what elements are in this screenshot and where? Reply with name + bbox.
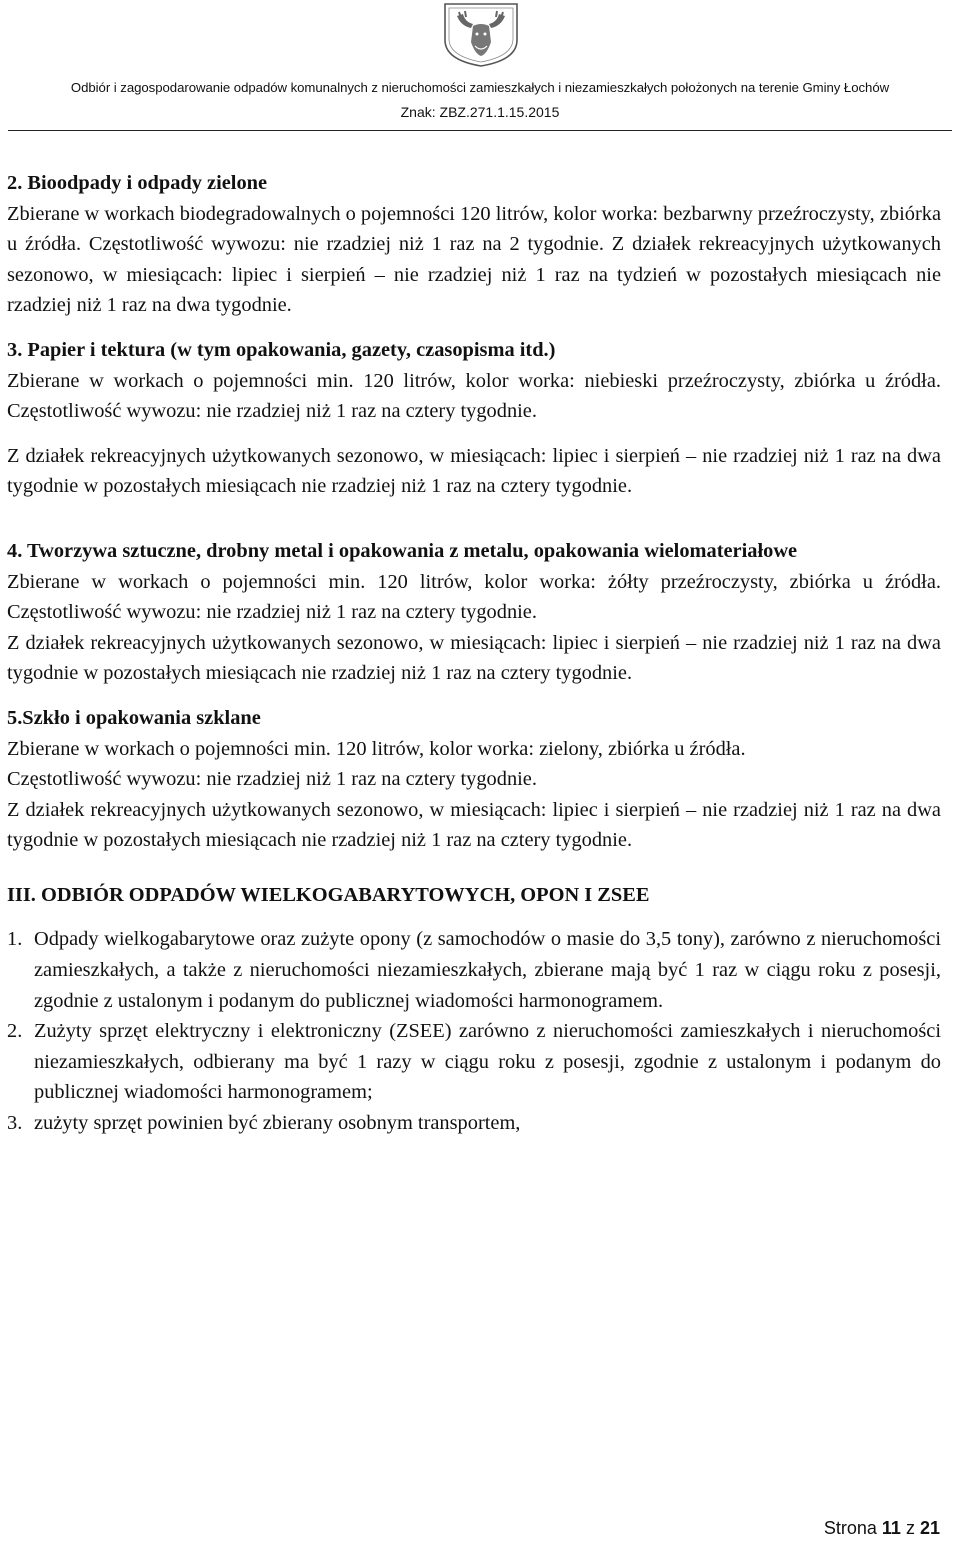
section-5-paragraph-3: Z działek rekreacyjnych użytkowanych sezonowo, w miesiącach: lipiec i sierpień – nie rzadziej niż 1 raz na dwa tygodnie w pozostałych miesiącach nie rzadziej niż 1 raz na cztery tygodnie. bbox=[7, 798, 941, 852]
list-item bbox=[7, 1016, 941, 1108]
current-page: 11 bbox=[881, 1518, 901, 1538]
header-divider bbox=[8, 130, 952, 131]
list-item-text: Odpady wielkogabarytowe oraz zużyte opony (z samochodów o masie do 3,5 tony), zarówno z nieruchomości zamieszkałych, a także z nieruchomości niezamieszkałych, zbierane mają być 1 raz w ciągu roku z posesji, zgodnie z ustalonym i podanym do publicznej wiadomości harmonogramem. bbox=[34, 928, 941, 1012]
section-5-paragraph-1: Zbierane w workach o pojemności min. 120 litrów, kolor worka: zielony, zbiórka u źródła. bbox=[7, 737, 746, 760]
list-item-number: 2. bbox=[7, 1020, 23, 1043]
list-item-number: 1. bbox=[7, 928, 23, 951]
section-4-paragraph-2: Z działek rekreacyjnych użytkowanych sezonowo, w miesiącach: lipiec i sierpień – nie rzadziej niż 1 raz na dwa tygodnie w pozostałych miesiącach nie rzadziej niż 1 raz na cztery tygodnie. bbox=[7, 631, 941, 685]
list-item-text: zużyty sprzęt powinien być zbierany osobnym transportem, bbox=[34, 1112, 521, 1135]
section-2-heading: 2. Bioodpady i odpady zielone bbox=[7, 172, 268, 194]
page-label: Strona bbox=[823, 1518, 877, 1538]
section-2-paragraph: Zbierane w workach biodegradowalnych o pojemności 120 litrów, kolor worka: bezbarwny przeźroczysty, zbiórka u źródła. Częstotliwość wywozu: nie rzadziej niż 1 raz na 2 tygodnie. Z działek rekreacyjnych użytkowanych sezonowo, w miesiącach: lipiec i sierpień – nie rzadziej niż 1 raz na tydzień w pozostałych miesiącach nie rzadziej niż 1 raz na dwa tygodnie. bbox=[7, 202, 941, 317]
header-reference-code: Znak: ZBZ.271.1.15.2015 bbox=[400, 104, 560, 120]
section-4-heading: 4. Tworzywa sztuczne, drobny metal i opakowania z metalu, opakowania wielomateriałowe bbox=[7, 539, 798, 562]
section-3-heading: 3. Papier i tektura (w tym opakowania, gazety, czasopisma itd.) bbox=[7, 338, 556, 361]
section-3-paragraph-1: Zbierane w workach o pojemności min. 120 litrów, kolor worka: niebieski przeźroczysty, zbiórka u źródła. Częstotliwość wywozu: nie rzadziej niż 1 raz na cztery tygodnie. bbox=[7, 369, 941, 423]
section-4-paragraph-1: Zbierane w workach o pojemności min. 120 litrów, kolor worka: żółty przeźroczysty, zbiórka u źródła. Częstotliwość wywozu: nie rzadziej niż 1 raz na cztery tygodnie. bbox=[7, 570, 941, 624]
section-5-paragraph-2: Częstotliwość wywozu: nie rzadziej niż 1 raz na cztery tygodnie. bbox=[7, 768, 537, 791]
page-number bbox=[824, 1518, 940, 1539]
list-item-number: 3. bbox=[7, 1112, 23, 1135]
moose-crest-logo-icon bbox=[435, 2, 527, 68]
total-pages: 21 bbox=[919, 1518, 940, 1538]
list-item bbox=[7, 1108, 941, 1139]
part-3-list bbox=[7, 924, 941, 1138]
list-item bbox=[7, 924, 941, 1016]
part-3-heading: III. ODBIÓR ODPADÓW WIELKOGABARYTOWYCH, OPON I ZSEE bbox=[7, 883, 650, 906]
section-5-heading: 5.Szkło i opakowania szklane bbox=[7, 706, 261, 729]
list-item-text: Zużyty sprzęt elektryczny i elektroniczny (ZSEE) zarówno z nieruchomości zamieszkałych i nieruchomości niezamieszkałych, odbierany ma być 1 razy w ciągu roku z posesji, zgodnie z ustalonym i podanym do publicznej wiadomości harmonogramem; bbox=[34, 1020, 941, 1104]
section-3-paragraph-2: Z działek rekreacyjnych użytkowanych sezonowo, w miesiącach: lipiec i sierpień – nie rzadziej niż 1 raz na dwa tygodnie w pozostałych miesiącach nie rzadziej niż 1 raz na cztery tygodnie. bbox=[7, 444, 941, 498]
page-separator: z bbox=[905, 1518, 915, 1538]
document-body bbox=[7, 168, 941, 1139]
header-title: Odbiór i zagospodarowanie odpadów komunalnych z nieruchomości zamieszkałych i niezamieszkałych położonych na terenie Gminy Łochów bbox=[70, 80, 890, 95]
